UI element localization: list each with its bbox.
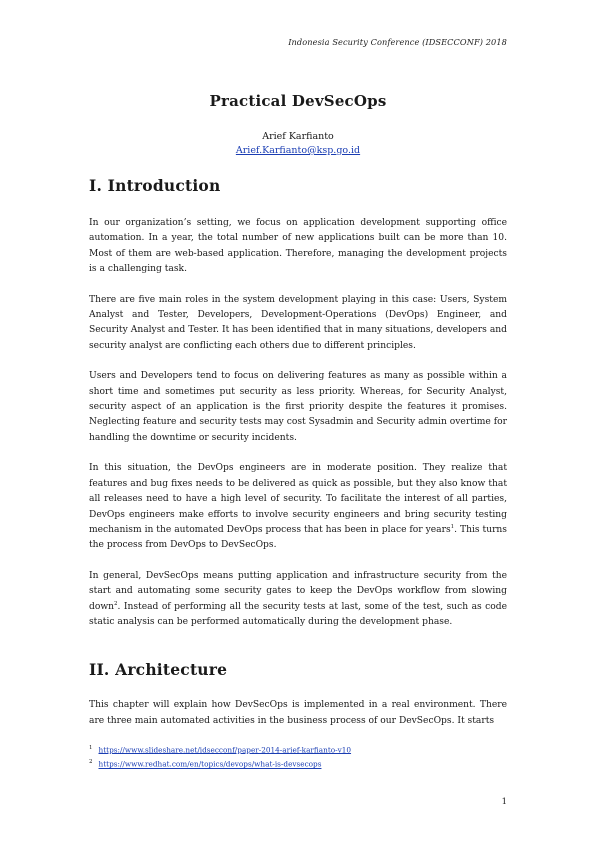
footnote-number: 2 [89, 759, 93, 766]
section-heading-introduction: I. Introduction [89, 176, 221, 195]
footnote-ref-1[interactable]: 1 [450, 523, 455, 530]
author-name: Arief Karfianto [262, 131, 334, 142]
intro-paragraph-4-text: In this situation, the DevOps engineers are in moderate position. They realize that features and bug fixes needs to be delivered as quick as possible, but they also know that all releases need to have a high level of security. To facilitate the interest of all parties, DevOps engineers make efforts to involve security engineers and bring security testing mechanism in the automated DevOps process that has been in place for years [89, 463, 507, 535]
footnote-2 [89, 756, 507, 770]
footnote-ref-2[interactable]: 2 [114, 600, 118, 607]
intro-paragraph-5-text: In general, DevSecOps means putting application and infrastructure security from the start and automating some security gates to keep the DevOps workflow from slowing down [89, 570, 507, 612]
footnote-number: 1 [89, 745, 93, 751]
intro-paragraph-5 [89, 569, 507, 631]
paper-title: Practical DevSecOps [209, 92, 387, 110]
running-header: Indonesia Security Conference (IDSECCONF) 2018 [288, 37, 507, 47]
intro-paragraph-4 [89, 461, 507, 553]
footnotes [89, 742, 507, 771]
footnote-1 [89, 742, 507, 756]
architecture-paragraph-1: This chapter will explain how DevSecOps is implemented in a real environment. There are three main automated activities in the business process of our DevSecOps. It starts [89, 700, 507, 726]
author-email-link[interactable]: Arief.Karfianto@ksp.go.id [235, 145, 361, 156]
section-heading-architecture: II. Architecture [89, 660, 228, 680]
intro-paragraph-1: In our organization’s setting, we focus on application development supporting office automation. In a year, the total number of new applications built can be more than 10. Most of them are web-based application. Therefore, managing the development projects is a challenging task. [89, 218, 507, 275]
intro-paragraph-3: Users and Developers tend to focus on delivering features as many as possible within a short time and sometimes put security as less priority. Whereas, for Security Analyst, security aspect of an application is the first priority despite the features it promises. Neglecting feature and security tests may cost Sysadmin and Security admin overtime for handling the downtime or security incidents. [89, 371, 507, 443]
paper-body [89, 92, 507, 729]
intro-paragraph-2: There are five main roles in the system development playing in this case: Users, System Analyst and Tester, Developers, Development-Operations (DevOps) Engineer, and Security Analyst and Tester. It has been identified that in many situations, developers and security analyst are conflicting each others due to different principles. [89, 294, 507, 351]
footnote-link[interactable]: https://www.slideshare.net/idsecconf/paper-2014-arief-karfianto-v10 [98, 745, 352, 755]
footnote-link[interactable]: https://www.redhat.com/en/topics/devops/what-is-devsecops [98, 759, 322, 769]
intro-paragraph-5-tail: . Instead of performing all the security tests at last, some of the test, such as code static analysis can be performed automatically during the development phase. [89, 601, 507, 627]
page-number: 1 [501, 797, 507, 807]
intro-paragraph-4-tail: . This turns the process from DevOps to DevSecOps. [89, 524, 507, 551]
